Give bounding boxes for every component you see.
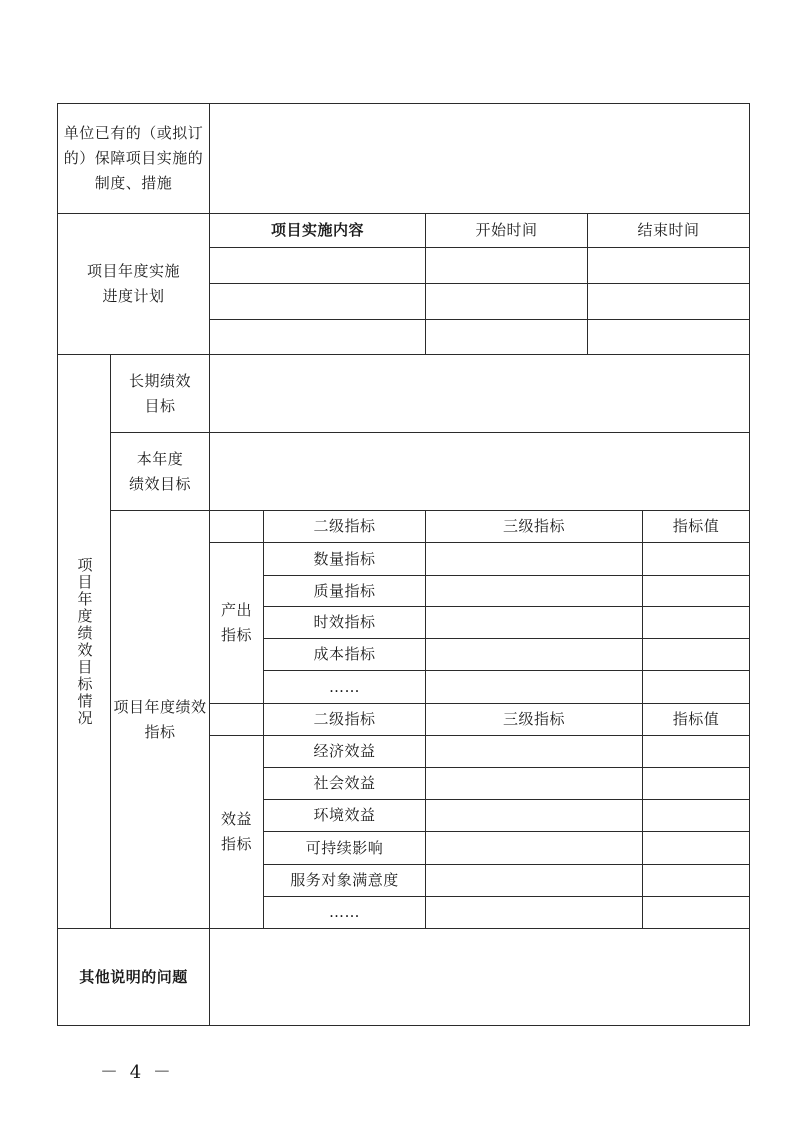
benefit-item: 环境效益 xyxy=(313,806,376,824)
measures-label: 单位已有的（或拟订 的）保障项目实施的 制度、措施 xyxy=(63,124,204,192)
benefit-item: …… xyxy=(329,903,360,921)
output-item: 时效指标 xyxy=(313,613,376,631)
benefit-col-level2: 二级指标 xyxy=(313,710,376,728)
page-number: － 4 － xyxy=(100,1062,174,1083)
schedule-col-start: 开始时间 xyxy=(475,221,538,239)
other-notes-input[interactable] xyxy=(210,929,749,1025)
benefit-item: 服务对象满意度 xyxy=(290,871,399,889)
other-notes-label: 其他说明的问题 xyxy=(79,967,188,986)
output-col-level3: 三级指标 xyxy=(502,517,565,535)
benefit-indicators-label: 效益 指标 xyxy=(220,810,252,853)
output-item: 质量指标 xyxy=(313,581,376,600)
output-col-level2: 二级指标 xyxy=(313,517,376,535)
benefit-item: 可持续影响 xyxy=(305,838,384,857)
schedule-col-end: 结束时间 xyxy=(637,221,700,239)
output-item: 数量指标 xyxy=(313,549,376,568)
output-item: 成本指标 xyxy=(313,645,376,663)
benefit-col-value: 指标值 xyxy=(672,710,720,728)
goals-section-label: 项目年度绩效目标情况 xyxy=(75,556,94,727)
long-term-goal-label: 长期绩效 目标 xyxy=(128,371,191,415)
benefit-item: 社会效益 xyxy=(313,774,376,792)
schedule-label: 项目年度实施 进度计划 xyxy=(86,262,180,305)
benefit-col-level3: 三级指标 xyxy=(502,710,565,728)
measures-input-area[interactable] xyxy=(210,104,749,213)
output-indicators-label: 产出 指标 xyxy=(220,601,252,644)
benefit-item: 经济效益 xyxy=(313,742,376,760)
annual-goal-label: 本年度 绩效目标 xyxy=(128,449,191,493)
output-item: …… xyxy=(329,677,360,696)
long-term-goal-input[interactable] xyxy=(210,355,749,432)
annual-indicators-label: 项目年度绩效 指标 xyxy=(113,697,207,741)
schedule-col-content: 项目实施内容 xyxy=(270,221,364,239)
output-col-value: 指标值 xyxy=(672,517,720,535)
annual-goal-input[interactable] xyxy=(210,433,749,510)
